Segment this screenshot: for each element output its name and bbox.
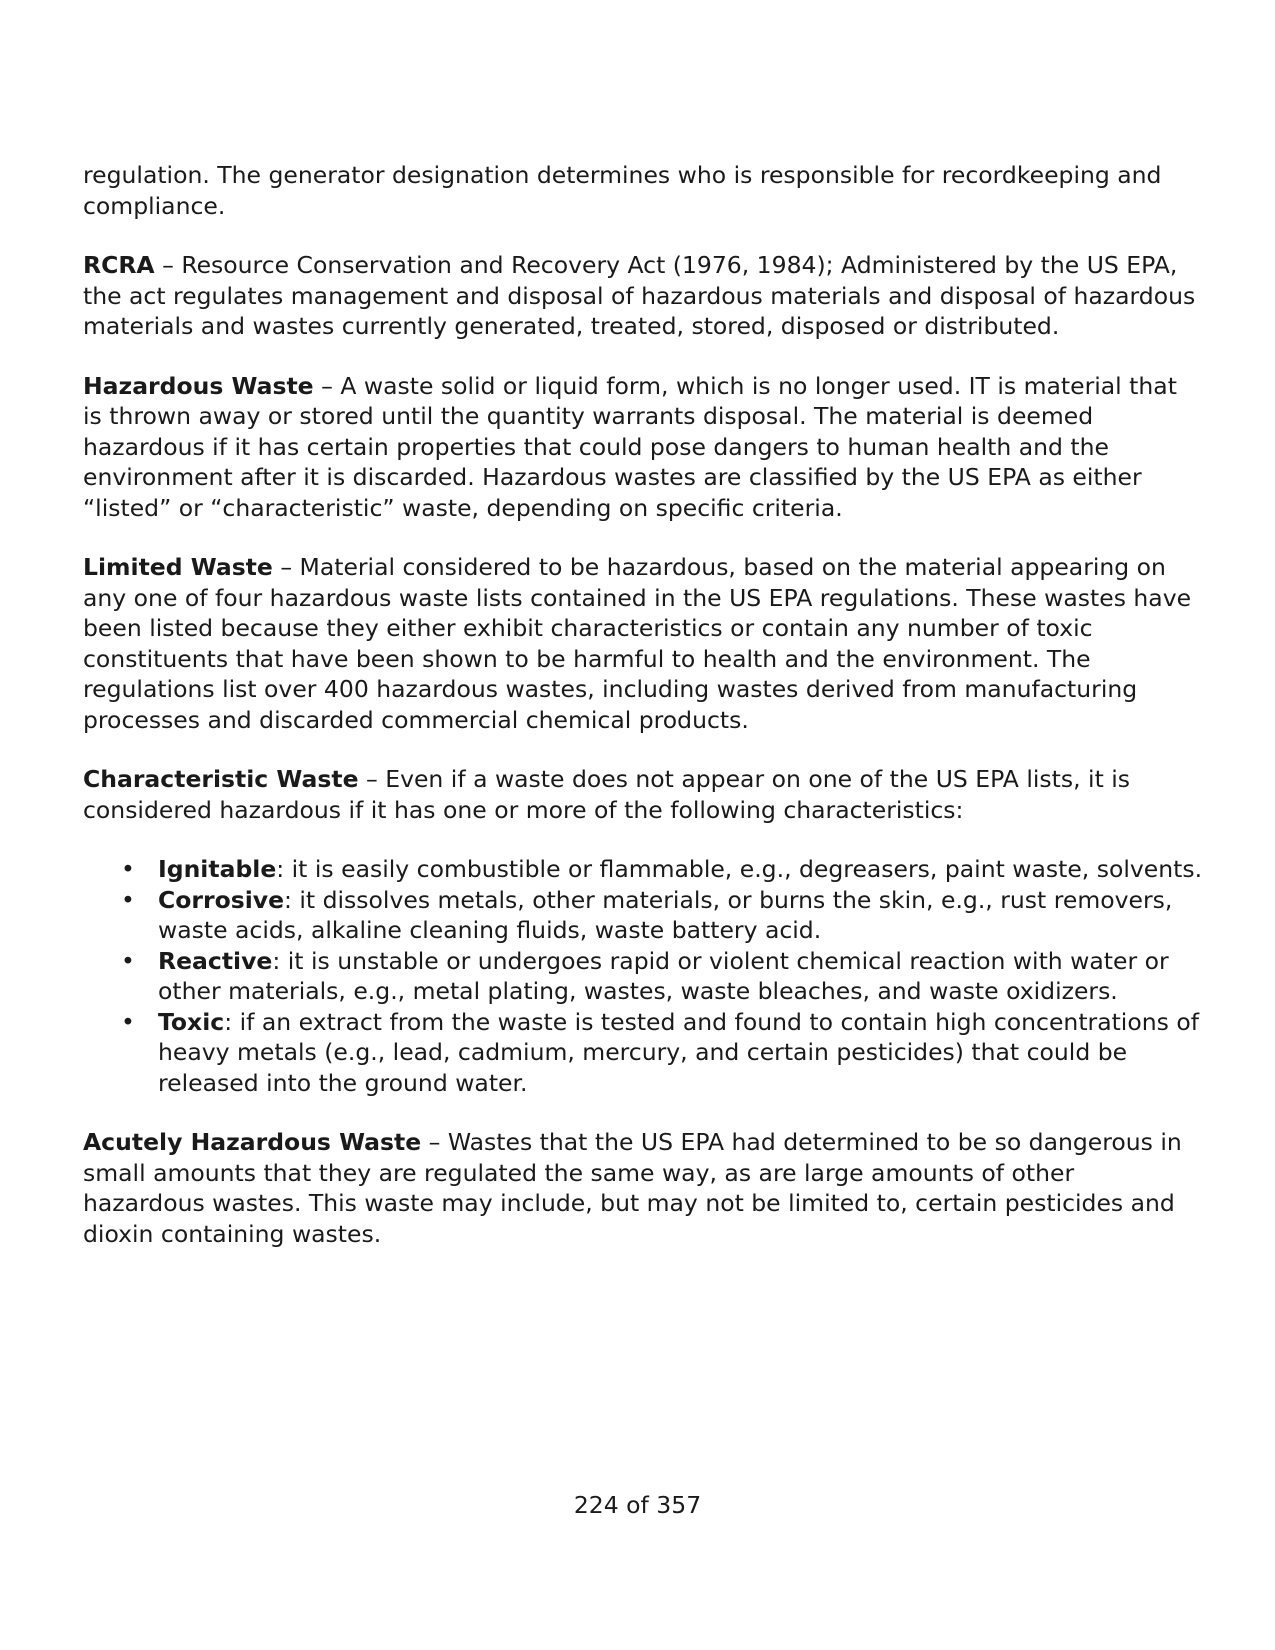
list-item-reactive <box>83 946 1203 1007</box>
definition-text: – Resource Conservation and Recovery Act (1976, 1984); Administered by the US EPA, the act regulates management and disposal of hazardous materials and disposal of hazardous materials and wastes currently generated, treated, stored, disposed or distributed. <box>83 251 1196 340</box>
list-item-text: : if an extract from the waste is tested and found to contain high concentrations of heavy metals (e.g., lead, cadmium, mercury, and certain pesticides) that could be released into the ground water. <box>158 1007 1199 1097</box>
list-item-ignitable <box>83 854 1203 885</box>
list-item-toxic <box>83 1007 1203 1099</box>
definition-text: – A waste solid or liquid form, which is no longer used. IT is material that is thrown away or stored until the quantity warrants disposal. The material is deemed hazardous if it has certain properties that could pose dangers to human health and the environment after it is discarded. Hazardous wastes are classified by the US EPA as either “listed” or “characteristic” waste, depending on specific criteria. <box>83 371 1177 522</box>
list-item-corrosive <box>83 885 1203 946</box>
definition-rcra <box>83 250 1203 342</box>
definition-text: – Wastes that the US EPA had determined to be so dangerous in small amounts that they are regulated the same way, as are large amounts of other hazardous wastes. This waste may include, but may not be limited to, certain pesticides and dioxin containing wastes. <box>83 1128 1182 1248</box>
bullet-icon: • <box>121 855 135 883</box>
definition-term: RCRA <box>83 251 155 279</box>
bullet-icon: • <box>121 1007 135 1036</box>
definition-term: Hazardous Waste <box>83 371 314 400</box>
definition-characteristic-waste <box>83 764 1203 825</box>
page-content <box>83 160 1203 1278</box>
bullet-icon: • <box>121 885 135 914</box>
list-item-text: : it is unstable or undergoes rapid or violent chemical reaction with water or other materials, e.g., metal plating, wastes, waste bleaches, and waste oxidizers. <box>158 946 1169 1005</box>
definition-term: Limited Waste <box>83 553 273 581</box>
page-number: 224 of 357 <box>573 1491 702 1519</box>
intro-paragraph <box>83 160 1203 221</box>
definition-hazardous-waste <box>83 371 1203 524</box>
intro-text: regulation. The generator designation determines who is responsible for recordkeeping and compliance. <box>83 161 1162 220</box>
definition-text: – Material considered to be hazardous, based on the material appearing on any one of four hazardous waste lists contained in the US EPA regulations. These wastes have been listed because they either exhibit characteristics or contain any number of toxic constituents that have been shown to be harmful to health and the environment. The regulations list over 400 hazardous wastes, including wastes derived from manufacturing processes and discarded commercial chemical products. <box>83 553 1192 734</box>
list-item-term: Toxic <box>158 1007 225 1036</box>
definition-term: Characteristic Waste <box>83 765 359 793</box>
bullet-icon: • <box>121 946 135 975</box>
characteristics-list <box>83 854 1203 1098</box>
definition-acutely-hazardous-waste <box>83 1127 1203 1249</box>
list-item-term: Corrosive <box>158 885 285 914</box>
list-item-text: : it dissolves metals, other materials, or burns the skin, e.g., rust removers, waste acids, alkaline cleaning fluids, waste battery acid. <box>158 885 1173 944</box>
definition-limited-waste <box>83 552 1203 735</box>
list-item-text: : it is easily combustible or flammable, e.g., degreasers, paint waste, solvents. <box>276 855 1203 883</box>
definition-text: – Even if a waste does not appear on one of the US EPA lists, it is considered hazardous if it has one or more of the following characteristics: <box>83 765 1131 824</box>
list-item-term: Reactive <box>158 946 273 975</box>
list-item-term: Ignitable <box>158 855 277 883</box>
definition-term: Acutely Hazardous Waste <box>83 1128 422 1156</box>
